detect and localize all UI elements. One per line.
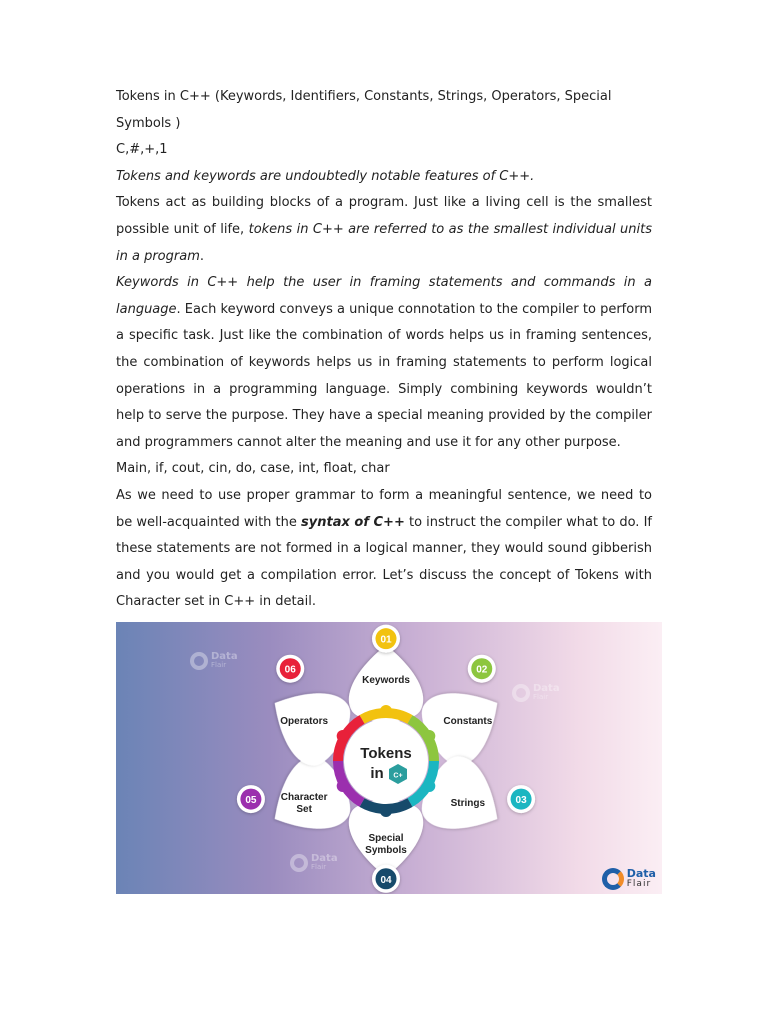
petal-number-badge xyxy=(468,655,496,683)
ring-notch xyxy=(337,780,349,792)
watermark-sub: Flair xyxy=(311,863,327,871)
watermark-logo xyxy=(512,684,560,702)
badge-number: 01 xyxy=(380,634,392,646)
dataflair-logo-icon xyxy=(602,868,624,890)
emphasis-text: Keywords in C++ help the user in framing statements and commands in a language xyxy=(116,275,652,317)
cpp-logo-text: C+ xyxy=(393,772,403,780)
watermark-sub: Flair xyxy=(533,693,549,701)
petal-number-badge xyxy=(372,865,400,893)
emphasis-text: tokens in C++ are referred to as the smallest individual units in a program xyxy=(116,221,653,264)
petal-label: Strings xyxy=(450,797,486,809)
brand-sub: Flair xyxy=(626,879,652,889)
brand-name: Data xyxy=(626,867,656,880)
petal-label: Symbols xyxy=(365,844,407,856)
watermark-logo xyxy=(190,652,238,670)
center-in: in xyxy=(370,765,384,782)
paragraph-tokens xyxy=(116,190,652,270)
paragraph-text: Tokens act as building blocks of a program. Just like a living cell is the smallest possible unit of life, xyxy=(116,195,652,237)
keyword-examples: Main, if, cout, cin, do, case, int, float, char xyxy=(116,461,390,477)
badge-number: 06 xyxy=(284,664,296,676)
petal-label: Special xyxy=(368,832,404,844)
title-line: Tokens in C++ (Keywords, Identifiers, Constants, Strings, Operators, Special Symbols ) xyxy=(116,89,612,131)
ring-notch xyxy=(337,730,349,742)
petal-number-badge xyxy=(507,785,535,813)
paragraph-text: to instruct the compiler what to do. If these statements are not formed in a logical manner, they would sound gibberish and you would get a compilation error. Let’s discuss the concept of Tokens with Character set in C++ in detail. xyxy=(116,514,652,610)
italic-intro: Tokens and keywords are undoubtedly notable features of C++. xyxy=(116,168,535,184)
petal-label: Set xyxy=(296,803,312,815)
watermark-name: Data xyxy=(211,651,238,662)
ring-notch xyxy=(423,730,435,742)
petal-label: Character xyxy=(280,791,328,803)
watermark-name: Data xyxy=(311,853,338,864)
ring-notch xyxy=(380,805,392,817)
dataflair-watermark-icon xyxy=(512,684,530,702)
badge-number: 04 xyxy=(380,874,392,886)
character-line: C,#,+,1 xyxy=(116,142,168,158)
badge-number: 05 xyxy=(245,795,257,807)
watermark-logo xyxy=(290,854,338,872)
paragraph-text: . Each keyword conveys a unique connotation to the compiler to perform a specific task. Just like the combination of words helps us in framing sentences, the combination of keywords helps us in framing statements to perform logical operations in a programming language. Simply combining keywords wouldn’t help to serve the purpose. They have a special meaning provided by the compiler and programmers cannot alter the meaning and use it for any other purpose. xyxy=(116,301,652,450)
watermark-sub: Flair xyxy=(211,661,227,669)
dataflair-watermark-icon xyxy=(190,652,208,670)
badge-number: 03 xyxy=(515,795,527,807)
ring-notch xyxy=(380,705,392,717)
center-title: Tokens xyxy=(360,745,412,762)
watermark-name: Data xyxy=(533,683,560,694)
petal-number-badge xyxy=(237,785,265,813)
petal-label: Constants xyxy=(443,716,493,728)
dataflair-watermark-icon xyxy=(290,854,308,872)
token-petal xyxy=(412,655,515,774)
petal-number-badge xyxy=(372,625,400,653)
document-body xyxy=(116,84,652,616)
ring-notch xyxy=(423,780,435,792)
petal-number-badge xyxy=(276,655,304,683)
syntax-emphasis: syntax of C++ xyxy=(301,514,405,530)
paragraph-text: . xyxy=(199,248,204,264)
paragraph-text: As we need to use proper grammar to form a meaningful sentence, we need to be well-acquainted with the xyxy=(116,487,652,530)
token-petal xyxy=(256,655,359,774)
paragraph-syntax xyxy=(116,483,652,616)
petal-label: Operators xyxy=(280,716,329,728)
dataflair-logo xyxy=(602,868,656,890)
badge-number: 02 xyxy=(476,664,488,676)
petal-label: Keywords xyxy=(362,675,410,687)
tokens-infographic xyxy=(116,622,662,894)
paragraph-keywords xyxy=(116,270,652,456)
